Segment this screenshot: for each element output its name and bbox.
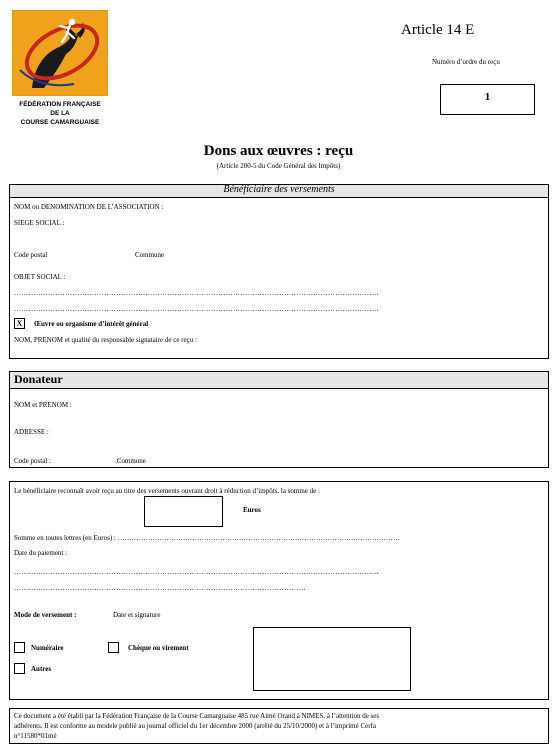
payment-mode-label: Mode de versement : [14,611,77,619]
signature-box[interactable] [253,627,411,691]
donor-commune-label: .Commune [115,457,146,465]
beneficiary-commune-label: Commune [135,251,165,259]
payment-date-label: Date du paiement : [14,549,68,557]
numeraire-checkbox[interactable] [14,642,25,653]
logo-text-line2: DE LA [50,110,70,117]
responsable-label: NOM, PRENOM et qualité du responsable signataire de ce reçu : [14,336,197,344]
footer-text [14,711,546,741]
payment-intro-text: Le bénéficiaire reconnaît avoir reçu au titre des versements ouvrant droit à réduction d’impôts, la somme de : [14,487,320,495]
objet-dots-line1: …………………………………………………………………………………………………………………………………… [14,289,379,297]
donor-postal-code-label: Code postal : [14,457,51,465]
donor-name-label: NOM et PRENOM : [14,401,72,409]
oeuvre-check-mark: X [16,319,23,328]
footer-line2: adhérents. Il est conforme au modele publié au journal officiel du 1er décembre 2000 (arrêté du 25/10/2000) et à l’imprimé Cerfa [14,722,376,730]
footer-line1: Ce document a été établi par la Fédération Française de la Course Camarguaise 485 rue Aimé Orand à NIMES, à l’attention de ses [14,712,380,720]
logo-text-line3: COURSE CAMARGUAISE [20,119,100,126]
date-signature-label: Date et signature [113,611,161,619]
receipt-order-value: 1 [484,91,491,103]
receipt-order-label: Numéro d’ordre du reçu [432,58,500,66]
footer-line3: n°11580*01mé [14,732,57,740]
cheque-label: Chèque ou virement [128,644,189,652]
beneficiary-heading: Bénéficiaire des versements [223,184,335,195]
donor-heading: Donateur [14,372,63,386]
article-label: Article 14 E [401,22,475,38]
autres-checkbox[interactable] [14,663,25,674]
page-subtitle: (Article 200-5 du Code Général des Impôts) [216,162,341,170]
association-name-label: NOM ou DENOMINATION DE L’ASSOCIATION : [14,203,164,211]
payment-dots-line1: …………………………………………………………………………………………………………………………………… [14,568,379,576]
federation-logo [12,10,108,96]
siege-social-label: SIEGE SOCIAL : [14,219,65,227]
page-title: Dons aux œuvres : reçu [203,143,354,159]
cheque-checkbox[interactable] [108,642,119,653]
euros-label: Euros [243,506,261,514]
objet-social-label: OBJET SOCIAL : [14,273,66,281]
payment-dots-line2: ………………………………………………………………………………………………………… [14,584,306,592]
donor-address-label: ADRESSE : [14,428,49,436]
donor-heading-bar [9,371,549,389]
numeraire-label: Numéraire [31,644,64,652]
amount-in-letters-label: Somme en toutes lettres (en Euros) : …………………………………………………………………………………………………………. [14,534,400,542]
objet-dots-line2: …………………………………………………………………………………………………………………………………… [14,305,379,313]
amount-input-box[interactable] [144,496,223,527]
oeuvre-label: Œuvre ou organisme d’intérêt général [34,320,149,328]
autres-label: Autres [31,665,52,673]
beneficiary-postal-code-label: Code postal [14,251,48,259]
bull-runner-logo-icon [12,10,108,96]
logo-text-line1: FÉDÉRATION FRANÇAISE [19,101,101,108]
